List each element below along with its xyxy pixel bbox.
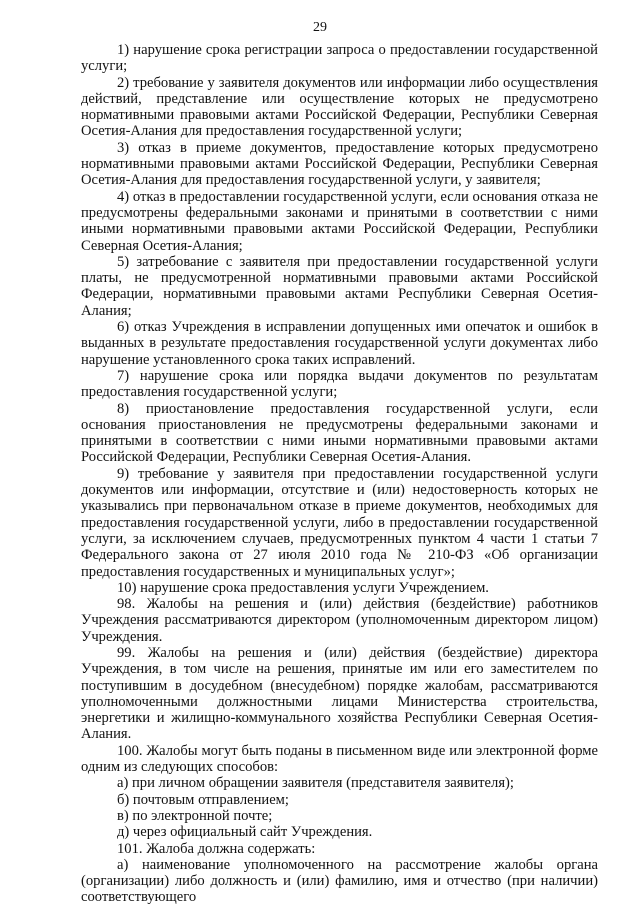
paragraph-item-10: 10) нарушение срока предоставления услуги Учреждением.: [117, 579, 489, 596]
paragraph-method-d: д) через официальный сайт Учреждения.: [117, 824, 373, 841]
paragraph-method-a: а) при личном обращении заявителя (представителя заявителя);: [117, 775, 514, 792]
paragraph-clause-98: 98. Жалобы на решения и (или) действия (бездействие) работников Учреждения рассматриваются директором (уполномоченным директором лицом) Учреждения.: [81, 596, 598, 645]
paragraph-item-3: 3) отказ в приеме документов, предоставление которых предусмотрено нормативными правовыми актами Российской Федерации, Республики Северная Осетия-Алания для предоставления государственной услуги, у заявителя;: [81, 139, 598, 189]
paragraph-item-4: 4) отказ в предоставлении государственной услуги, если основания отказа не предусмотрены федеральными законами и принятыми в соответствии с ними иными нормативными правовыми актами Российской Федерации, Республики Северная Осетия-Алания;: [81, 188, 598, 254]
paragraph-clause-100: 100. Жалобы могут быть поданы в письменном виде или электронной форме одним из следующих способов:: [81, 742, 598, 776]
paragraph-item-5: 5) затребование с заявителя при предоставлении государственной услуги платы, не предусмотренной нормативными правовыми актами Российской Федерации, нормативными правовыми актами Республики Северная Осетия-Алания;: [81, 253, 598, 319]
paragraph-item-9: 9) требование у заявителя при предоставлении государственной услуги документов или информации, отсутствие и (или) недостоверность которых не указывались при первоначальном отказе в приеме документов, необходимых для предоставления государственной услуги, либо в предоставлении государственной услуги, за исключением случаев, предусмотренных пунктом 4 части 1 статьи 7 Федерального закона от 27 июля 2010 года № 210-ФЗ «Об организации предоставления государственных и муниципальных услуг»;: [81, 465, 598, 580]
paragraph-item-6: 6) отказ Учреждения в исправлении допущенных ими опечаток и ошибок в выданных в результате предоставления государственной услуги документах либо нарушение установленного срока таких исправлений.: [81, 319, 598, 368]
paragraph-clause-99: 99. Жалобы на решения и (или) действия (бездействие) директора Учреждения, в том числе на решения, принятые им или его заместителем по поступившим в досудебном (внесудебном) порядке жалобам, рассматриваются уполномоченными должностными лицами Министерства строительства, энергетики и жилищно-коммунального хозяйства Республики Северная Осетия-Алания.: [81, 644, 598, 743]
paragraph-item-8: 8) приостановление предоставления государственной услуги, если основания приостановления не предусмотрены федеральными законами и принятыми в соответствии с ними иными нормативными правовыми актами Российской Федерации, Республики Северная Осетия-Алания.: [81, 400, 598, 466]
page-number: 29: [313, 20, 327, 35]
paragraph-item-7: 7) нарушение срока или порядка выдачи документов по результатам предоставления государственной услуги;: [81, 367, 598, 401]
paragraph-content-a: а) наименование уполномоченного на рассмотрение жалобы органа (организации) либо должность и (или) фамилию, имя и отчество (при наличии) соответствующего: [81, 856, 598, 906]
paragraph-method-b: б) почтовым отправлением;: [117, 791, 289, 808]
document-body: [81, 42, 598, 906]
paragraph-clause-101: 101. Жалоба должна содержать:: [117, 840, 316, 857]
paragraph-method-v: в) по электронной почте;: [117, 807, 273, 824]
paragraph-item-2: 2) требование у заявителя документов или информации либо осуществления действий, представление или осуществление которых не предусмотрено нормативными правовыми актами Российской Федерации, Республики Северная Осетия-Алания для предоставления государственной услуги;: [81, 74, 598, 140]
paragraph-item-1: 1) нарушение срока регистрации запроса о предоставлении государственной услуги;: [81, 42, 598, 75]
